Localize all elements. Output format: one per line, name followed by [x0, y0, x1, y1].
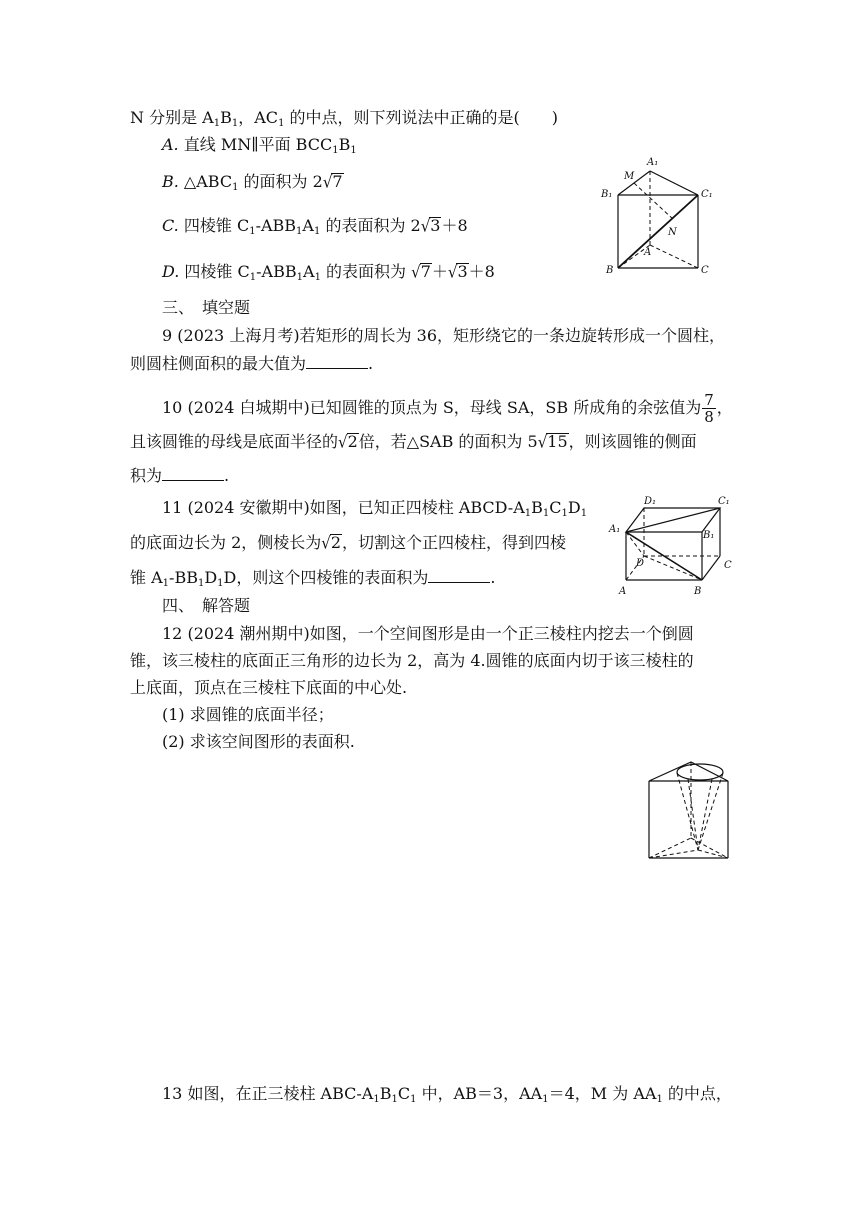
label-a1: A₁: [609, 524, 621, 535]
answer-blank: [306, 354, 368, 369]
label-a1: A₁: [647, 157, 659, 168]
section-fill-in: 三、 填空题: [162, 298, 251, 317]
q10-line1: 10 (2024 白城期中)已知圆锥的顶点为 S，母线 SA，SB 所成角的余弦值为 $\frac{7}{8}$ ，: [162, 391, 733, 426]
q9-line1: 9 (2023 上海月考)若矩形的周长为 36，矩形绕它的一条边旋转形成一个圆柱，: [162, 326, 726, 345]
q12-part2: (2) 求该空间图形的表面积.: [162, 732, 355, 751]
answer-blank: [428, 568, 490, 583]
option-c: C. 四棱锥 $C_1-ABB_1A_1$ 的表面积为 2√3＋8: [162, 216, 468, 237]
q11-line3: 锥 $A_1-BB_1D_1D$，则这个四棱锥的表面积为 .: [130, 568, 496, 589]
label-a: A: [619, 586, 627, 597]
label-c1: C₁: [701, 189, 713, 200]
label-c: C: [701, 265, 709, 276]
q10-line3: 积为 .: [130, 466, 230, 485]
label-c1: C₁: [718, 496, 730, 507]
prism-figure-q8: [598, 155, 718, 280]
label-d: D: [636, 558, 645, 569]
fraction-7-8: $\frac{7}{8}$: [704, 391, 714, 426]
q9-line2: 则圆柱侧面积的最大值为 .: [130, 354, 374, 373]
q12-line3: 上底面，顶点在三棱柱下底面的中心处.: [130, 678, 408, 697]
q11-line2: 的底面边长为 2，侧棱长为√2，切割这个正四棱柱，得到四棱: [130, 533, 567, 553]
label-c: C: [724, 560, 732, 571]
label-b: B: [606, 265, 614, 276]
section-solutions: 四、 解答题: [162, 596, 251, 615]
option-d: D. 四棱锥 $C_1-ABB_1A_1$ 的表面积为 √7＋√3＋8: [162, 262, 495, 283]
q12-line1: 12 (2024 潮州期中)如图，一个空间图形是由一个正三棱柱内挖去一个倒圆: [162, 624, 694, 643]
q11-line1: 11 (2024 安徽期中)如图，已知正四棱柱 ABCD-$A_1B_1C_1D_1$: [162, 498, 588, 519]
label-b1: B₁: [601, 189, 613, 200]
q12-line2: 锥，该三棱柱的底面正三角形的边长为 2，高为 4.圆锥的底面内切于该三棱柱的: [130, 651, 694, 670]
q13-line1: 13 如图，在正三棱柱 ABC-$A_1B_1C_1$ 中，AB＝3，$AA_1=4$，M 为 $AA_1$ 的中点，: [162, 1084, 732, 1105]
label-a: A: [644, 247, 652, 258]
square-prism-figure-q11: [606, 494, 741, 599]
label-n: N: [668, 227, 677, 238]
label-d1: D₁: [644, 496, 657, 507]
option-b: B. $\triangle ABC_1$ 的面积为 2√7: [162, 172, 343, 193]
q12-part1: (1) 求圆锥的底面半径；: [162, 705, 334, 724]
option-a: A. 直线 MN∥平面 $BCC_1B_1$: [162, 135, 357, 156]
label-b1: B₁: [703, 530, 715, 541]
label-m: M: [624, 171, 635, 182]
q10-line2: 且该圆锥的母线是底面半径的√2倍，若△SAB 的面积为 5√15，则该圆锥的侧面: [130, 432, 697, 452]
prism-cone-figure-q12: [640, 756, 740, 866]
answer-blank: [162, 466, 224, 481]
label-b: B: [694, 586, 702, 597]
q8-stem: N 分别是 $A_1B_1$，$AC_1$ 的中点，则下列说法中正确的是( ): [130, 108, 559, 129]
